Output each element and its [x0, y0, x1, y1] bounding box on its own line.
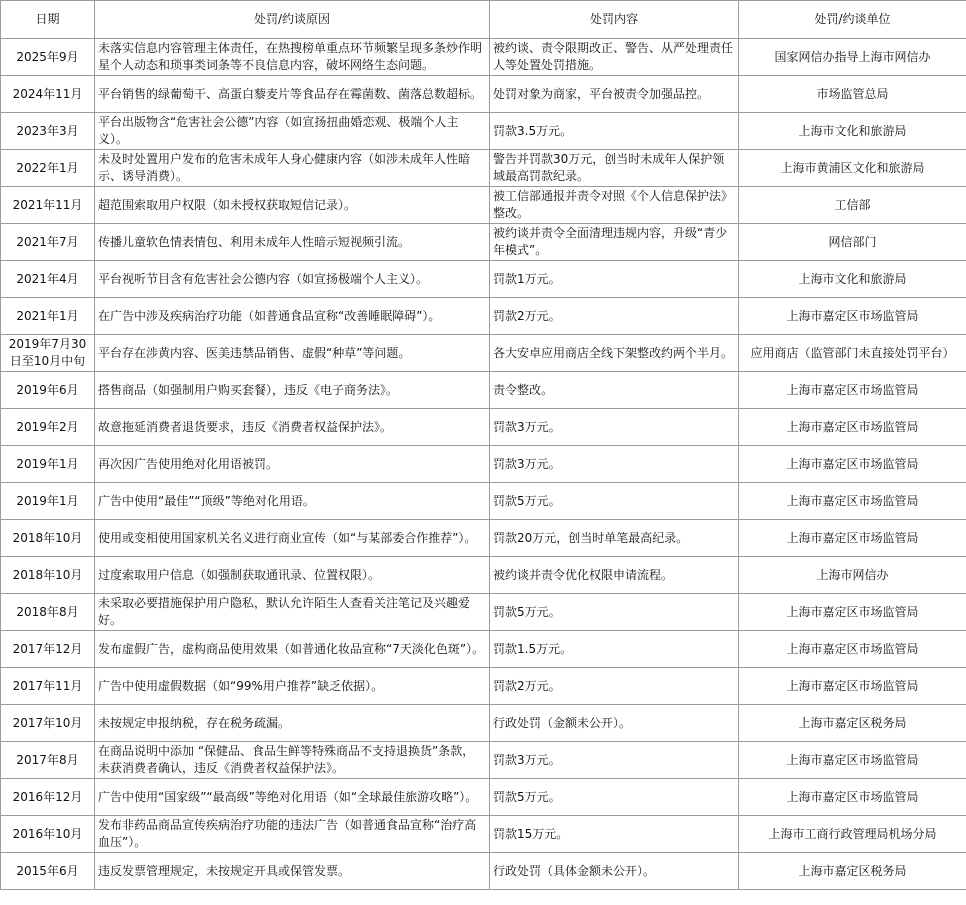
row-date: 2018年10月	[1, 557, 95, 594]
row-content: 罚款1万元。	[490, 261, 739, 298]
table-row	[1, 520, 966, 557]
table-row	[1, 668, 966, 705]
row-content: 行政处罚（金额未公开）。	[490, 705, 739, 742]
row-date: 2021年7月	[1, 224, 95, 261]
row-reason: 平台销售的绿葡萄干、高蛋白藜麦片等食品存在霉菌数、菌落总数超标。	[95, 76, 490, 113]
row-unit: 工信部	[739, 187, 966, 224]
row-unit: 上海市嘉定区税务局	[739, 853, 966, 890]
row-date: 2022年1月	[1, 150, 95, 187]
row-reason: 再次因广告使用绝对化用语被罚。	[95, 446, 490, 483]
table-row	[1, 372, 966, 409]
row-reason: 违反发票管理规定，未按规定开具或保管发票。	[95, 853, 490, 890]
table-row	[1, 557, 966, 594]
row-reason: 发布非药品商品宣传疾病治疗功能的违法广告（如普通食品宣称“治疗高血压”）。	[95, 816, 490, 853]
row-unit: 上海市嘉定区市场监管局	[739, 668, 966, 705]
table-row	[1, 150, 966, 187]
row-content: 罚款5万元。	[490, 483, 739, 520]
row-reason: 未按规定申报纳税，存在税务疏漏。	[95, 705, 490, 742]
row-content: 被约谈并责令全面清理违规内容，升级“青少年模式”。	[490, 224, 739, 261]
row-unit: 上海市嘉定区市场监管局	[739, 372, 966, 409]
table-row	[1, 113, 966, 150]
table-header	[1, 1, 966, 39]
row-unit: 上海市嘉定区市场监管局	[739, 631, 966, 668]
row-content: 警告并罚款30万元，创当时未成年人保护领域最高罚款纪录。	[490, 150, 739, 187]
row-reason: 过度索取用户信息（如强制获取通讯录、位置权限）。	[95, 557, 490, 594]
row-unit: 上海市工商行政管理局机场分局	[739, 816, 966, 853]
row-date: 2025年9月	[1, 39, 95, 76]
row-reason: 广告中使用虚假数据（如“99%用户推荐”缺乏依据）。	[95, 668, 490, 705]
table-row	[1, 261, 966, 298]
row-content: 被约谈、责令限期改正、警告、从严处理责任人等处置处罚措施。	[490, 39, 739, 76]
row-content: 罚款3.5万元。	[490, 113, 739, 150]
row-date: 2018年10月	[1, 520, 95, 557]
row-content: 责令整改。	[490, 372, 739, 409]
row-content: 罚款5万元。	[490, 594, 739, 631]
row-content: 罚款1.5万元。	[490, 631, 739, 668]
row-reason: 平台出版物含“危害社会公德”内容（如宣扬扭曲婚恋观、极端个人主义）。	[95, 113, 490, 150]
row-reason: 使用或变相使用国家机关名义进行商业宣传（如“与某部委合作推荐”）。	[95, 520, 490, 557]
row-unit: 上海市嘉定区市场监管局	[739, 742, 966, 779]
row-unit: 上海市网信办	[739, 557, 966, 594]
row-unit: 市场监管总局	[739, 76, 966, 113]
row-unit: 上海市嘉定区市场监管局	[739, 779, 966, 816]
table-row	[1, 39, 966, 76]
row-unit: 上海市嘉定区市场监管局	[739, 594, 966, 631]
table-row	[1, 631, 966, 668]
table-row	[1, 187, 966, 224]
row-date: 2017年11月	[1, 668, 95, 705]
table-row	[1, 816, 966, 853]
row-unit: 上海市文化和旅游局	[739, 113, 966, 150]
row-date: 2016年12月	[1, 779, 95, 816]
row-content: 被工信部通报并责令对照《个人信息保护法》整改。	[490, 187, 739, 224]
row-date: 2024年11月	[1, 76, 95, 113]
table-row	[1, 409, 966, 446]
row-content: 各大安卓应用商店全线下架整改约两个半月。	[490, 335, 739, 372]
row-reason: 平台视听节目含有危害社会公德内容（如宣扬极端个人主义）。	[95, 261, 490, 298]
header-reason: 处罚/约谈原因	[95, 1, 490, 39]
row-reason: 平台存在涉黄内容、医美违禁品销售、虚假“种草”等问题。	[95, 335, 490, 372]
row-reason: 故意拖延消费者退货要求，违反《消费者权益保护法》。	[95, 409, 490, 446]
row-unit: 上海市嘉定区市场监管局	[739, 520, 966, 557]
row-unit: 上海市嘉定区市场监管局	[739, 483, 966, 520]
row-content: 罚款20万元，创当时单笔最高纪录。	[490, 520, 739, 557]
table-row	[1, 853, 966, 890]
table-row	[1, 298, 966, 335]
row-content: 罚款5万元。	[490, 779, 739, 816]
row-unit: 上海市文化和旅游局	[739, 261, 966, 298]
row-reason: 广告中使用“最佳”“顶级”等绝对化用语。	[95, 483, 490, 520]
row-date: 2021年11月	[1, 187, 95, 224]
row-unit: 上海市嘉定区市场监管局	[739, 446, 966, 483]
header-unit: 处罚/约谈单位	[739, 1, 966, 39]
row-unit: 国家网信办指导上海市网信办	[739, 39, 966, 76]
row-date: 2016年10月	[1, 816, 95, 853]
row-date: 2019年1月	[1, 446, 95, 483]
header-row	[1, 1, 966, 39]
row-reason: 发布虚假广告，虚构商品使用效果（如普通化妆品宣称“7天淡化色斑”）。	[95, 631, 490, 668]
row-unit: 上海市嘉定区税务局	[739, 705, 966, 742]
row-unit: 应用商店（监管部门未直接处罚平台）	[739, 335, 966, 372]
row-content: 处罚对象为商家，平台被责令加强品控。	[490, 76, 739, 113]
row-date: 2017年10月	[1, 705, 95, 742]
row-reason: 超范围索取用户权限（如未授权获取短信记录）。	[95, 187, 490, 224]
table-row	[1, 705, 966, 742]
row-reason: 在广告中涉及疾病治疗功能（如普通食品宣称“改善睡眠障碍”）。	[95, 298, 490, 335]
row-date: 2017年12月	[1, 631, 95, 668]
row-unit: 网信部门	[739, 224, 966, 261]
row-reason: 在商品说明中添加 “保健品、食品生鲜等特殊商品不支持退换货”条款，未获消费者确认，违反《消费者权益保护法》。	[95, 742, 490, 779]
row-date: 2017年8月	[1, 742, 95, 779]
table-row	[1, 483, 966, 520]
row-content: 罚款3万元。	[490, 446, 739, 483]
row-unit: 上海市黄浦区文化和旅游局	[739, 150, 966, 187]
row-content: 罚款3万元。	[490, 742, 739, 779]
row-date: 2015年6月	[1, 853, 95, 890]
row-date: 2019年2月	[1, 409, 95, 446]
table-row	[1, 446, 966, 483]
table-row	[1, 224, 966, 261]
row-reason: 未及时处置用户发布的危害未成年人身心健康内容（如涉未成年人性暗示、诱导消费）。	[95, 150, 490, 187]
table-row	[1, 594, 966, 631]
row-date: 2021年1月	[1, 298, 95, 335]
row-reason: 广告中使用“国家级”“最高级”等绝对化用语（如“全球最佳旅游攻略”）。	[95, 779, 490, 816]
row-content: 罚款15万元。	[490, 816, 739, 853]
row-date: 2019年7月30日至10月中旬	[1, 335, 95, 372]
row-unit: 上海市嘉定区市场监管局	[739, 298, 966, 335]
row-reason: 未采取必要措施保护用户隐私，默认允许陌生人查看关注笔记及兴趣爱好。	[95, 594, 490, 631]
row-reason: 传播儿童软色情表情包、利用未成年人性暗示短视频引流。	[95, 224, 490, 261]
table-row	[1, 742, 966, 779]
row-content: 罚款3万元。	[490, 409, 739, 446]
header-date: 日期	[1, 1, 95, 39]
row-content: 被约谈并责令优化权限申请流程。	[490, 557, 739, 594]
row-content: 罚款2万元。	[490, 298, 739, 335]
row-reason: 搭售商品（如强制用户购买套餐），违反《电子商务法》。	[95, 372, 490, 409]
row-date: 2019年6月	[1, 372, 95, 409]
row-content: 行政处罚（具体金额未公开）。	[490, 853, 739, 890]
table-row	[1, 335, 966, 372]
table-row	[1, 76, 966, 113]
row-content: 罚款2万元。	[490, 668, 739, 705]
header-content: 处罚内容	[490, 1, 739, 39]
row-unit: 上海市嘉定区市场监管局	[739, 409, 966, 446]
row-date: 2023年3月	[1, 113, 95, 150]
row-date: 2018年8月	[1, 594, 95, 631]
row-reason: 未落实信息内容管理主体责任，在热搜榜单重点环节频繁呈现多条炒作明星个人动态和琐事类词条等不良信息内容，破坏网络生态问题。	[95, 39, 490, 76]
row-date: 2019年1月	[1, 483, 95, 520]
row-date: 2021年4月	[1, 261, 95, 298]
table-row	[1, 779, 966, 816]
table-body	[1, 39, 966, 890]
